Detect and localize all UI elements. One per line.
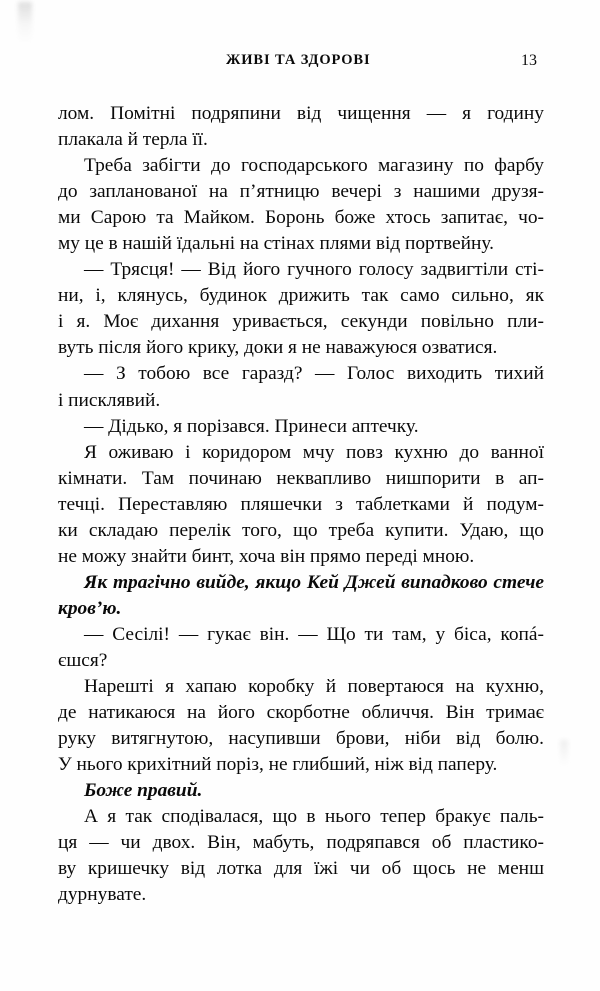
body-text bbox=[58, 101, 544, 908]
text-line: лом. Помітні подряпини від чищення — я годину bbox=[58, 103, 544, 124]
text-line: течці. Переставляю пляшечки з таблетками й подум- bbox=[58, 493, 544, 515]
text-line: ми Сарою та Майком. Боронь боже хтось запитає, чо- bbox=[58, 207, 544, 229]
text-line: У нього крихітний поріз, не глибший, ніж від паперу. bbox=[58, 754, 498, 776]
text-line: де натикаюся на його скорботне обличчя. Він тримає bbox=[58, 702, 544, 724]
text-line: кімнати. Там починаю неквапливо нишпорити в ап- bbox=[58, 467, 544, 489]
paragraph bbox=[58, 778, 544, 804]
text-line: ки складаю перелік того, що треба купити. Удаю, що bbox=[58, 519, 544, 541]
text-line: ву кришечку від лотка для їжі чи об щось не менш bbox=[58, 858, 544, 880]
text-line: єшся? bbox=[58, 649, 108, 671]
text-line: Як трагічно вийде, якщо Кей Джей випадково стече bbox=[84, 571, 544, 593]
paragraph bbox=[58, 804, 544, 908]
text-line: плакала й терла її. bbox=[58, 129, 208, 151]
page-number: 13 bbox=[521, 52, 537, 69]
text-line: кров’ю. bbox=[58, 597, 122, 619]
text-line: не можу знайти бинт, хоча він прямо переді мною. bbox=[58, 545, 475, 567]
text-line: — З тобою все гаразд? — Голос виходить тихий bbox=[84, 363, 544, 385]
text-line: Боже правий. bbox=[84, 780, 203, 802]
text-line: руку витягнутою, насупивши брови, ніби від болю. bbox=[58, 728, 544, 750]
paragraph bbox=[58, 153, 544, 257]
paragraph bbox=[58, 414, 544, 440]
text-line: до запланованої на п’ятницю вечері з нашими друзя- bbox=[58, 181, 544, 203]
paragraph bbox=[58, 570, 544, 622]
scan-artifact-top-left bbox=[18, 2, 32, 44]
running-head-title: ЖИВІ ТА ЗДОРОВІ bbox=[226, 52, 371, 68]
paragraph bbox=[58, 101, 544, 153]
text-line: ця — чи двох. Він, мабуть, подряпався об пластико- bbox=[58, 832, 544, 854]
paragraph bbox=[58, 257, 544, 361]
running-head bbox=[58, 52, 543, 74]
text-line: дурнувате. bbox=[58, 884, 147, 906]
paragraph bbox=[58, 440, 544, 570]
text-line: — Дідько, я порізався. Принеси аптечку. bbox=[84, 415, 419, 437]
text-line: Я оживаю і коридором мчу повз кухню до ванної bbox=[84, 441, 544, 463]
text-line: і писклявий. bbox=[58, 389, 161, 411]
text-line: Треба забігти до господарського магазину по фарбу bbox=[84, 155, 544, 177]
text-line: — Трясця! — Від його гучного голосу задвигтіли сті- bbox=[84, 259, 544, 281]
text-line: і я. Моє дихання уривається, секунди повільно пли- bbox=[58, 311, 544, 333]
text-line: вуть після його крику, доки я не наважуюся озватися. bbox=[58, 337, 498, 359]
text-line: му це в нашій їдальні на стінах плями від портвейну. bbox=[58, 233, 494, 255]
scan-artifact-right bbox=[560, 740, 568, 766]
paragraph bbox=[58, 622, 544, 674]
text-line: ни, і, клянусь, будинок дрижить так само сильно, як bbox=[58, 285, 544, 307]
paragraph bbox=[58, 361, 544, 413]
paragraph bbox=[58, 674, 544, 778]
text-line: — Сесілі! — гукає він. — Що ти там, у біса, копá- bbox=[84, 623, 544, 645]
text-line: Нарешті я хапаю коробку й повертаюся на кухню, bbox=[84, 676, 544, 698]
text-line: А я так сподівалася, що в нього тепер бракує паль- bbox=[84, 806, 544, 828]
